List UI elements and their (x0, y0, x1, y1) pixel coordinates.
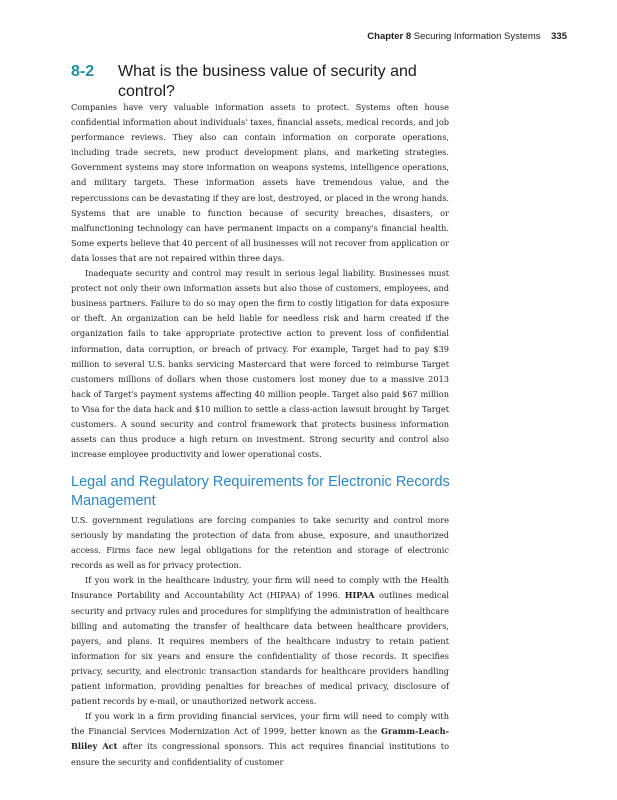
paragraph-text: If you work in the healthcare industry, your firm will need to comply with the Health Insurance Portability and Accountability Act (HIPAA) of 1996. (71, 575, 449, 601)
running-header (367, 31, 567, 42)
section-title: What is the business value of security and control? (118, 63, 417, 100)
paragraph: U.S. government regulations are forcing companies to take security and control more seriously by mandating the protection of data from abuse, exposure, and unauthorized access. Firms face new legal obligations for the retention and storage of electronic records as well as for privacy protection. (71, 515, 449, 571)
body-block-1 (71, 100, 449, 462)
chapter-title: Securing Information Systems (413, 31, 541, 42)
paragraph: Inadequate security and control may result in serious legal liability. Businesses must protect not only their own information assets but also those of customers, employees, and business partners. Failure to do so may open the firm to costly litigation for data exposure or theft. An organization can be held liable for needless risk and harm created if the organization fails to take appropriate protective action to prevent loss of confidential information, data corruption, or breach of privacy. For example, Target had to pay $39 million to several U.S. banks servicing Mastercard that were forced to reimburse Target customers millions of dollars when those customers lost money due to a massive 2013 hack of Target's payment systems affecting 40 million people. Target also paid $67 million to Visa for the data hack and $10 million to settle a class-action lawsuit brought by Target customers. A sound security and control framework that protects business information assets can thus produce a high return on investment. Strong security and control also increase employee productivity and lower operational costs. (71, 268, 449, 460)
key-term-hipaa: HIPAA (344, 590, 375, 601)
body-block-2 (71, 513, 449, 770)
page-number: 335 (551, 31, 567, 42)
section-heading (71, 62, 471, 102)
subsection-heading: Legal and Regulatory Requirements for Electronic Records Management (71, 474, 450, 509)
key-term-glba: Gramm-Leach-Bliley Act (71, 726, 449, 752)
paragraph-text: after its congressional sponsors. This act requires financial institutions to ensure the security and confidentiality of customer (71, 741, 449, 767)
section-number: 8-2 (71, 63, 95, 80)
chapter-label: Chapter 8 (367, 31, 412, 42)
paragraph (71, 573, 449, 709)
paragraph (71, 709, 449, 769)
paragraph-text: If you work in a firm providing financial services, your firm will need to comply with the Financial Services Modernization Act of 1999, better known as the (71, 711, 449, 737)
paragraph: Companies have very valuable information assets to protect. Systems often house confidential information about individuals' taxes, financial assets, medical records, and job performance reviews. They also can contain information on corporate operations, including trade secrets, new product development plans, and marketing strategies. Government systems may store information on weapons systems, intelligence operations, and military targets. These information assets have tremendous value, and the repercussions can be devastating if they are lost, destroyed, or placed in the wrong hands. Systems that are unable to function because of security breaches, disasters, or malfunctioning technology can have permanent impacts on a company's financial health. Some experts believe that 40 percent of all businesses will not recover from application or data losses that are not repaired within three days. (71, 102, 449, 263)
paragraph-text: outlines medical security and privacy rules and procedures for simplifying the administration of healthcare billing and automating the transfer of healthcare data between healthcare providers, payers, and plans. It requires members of the healthcare industry to retain patient information for six years and ensure the confidentiality of those records. It specifies privacy, security, and electronic transaction standards for healthcare providers handling patient information, providing penalties for breaches of medical privacy, disclosure of patient records by e-mail, or unauthorized network access. (71, 590, 449, 707)
